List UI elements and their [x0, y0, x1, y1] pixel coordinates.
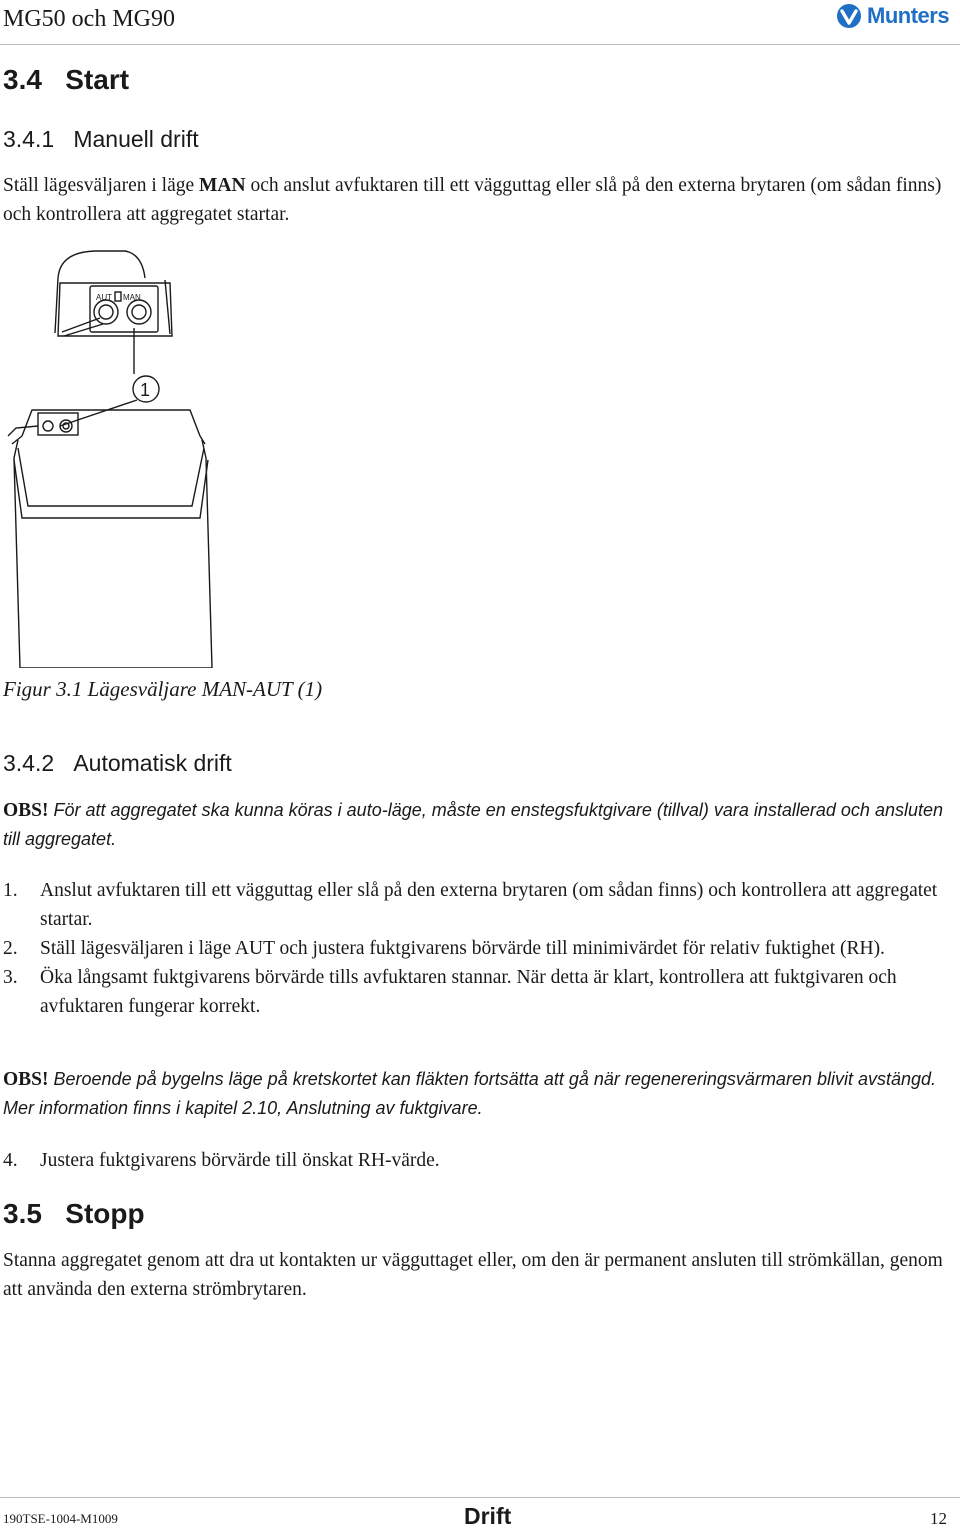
aut-label: AUT	[96, 293, 112, 302]
step-4	[3, 1146, 943, 1175]
obs-note-auto-mode	[3, 796, 943, 854]
section-number: 3.4.1	[3, 126, 55, 152]
dehumidifier-illustration	[0, 248, 215, 668]
footer-doc-code: 190TSE-1004-M1009	[3, 1511, 118, 1526]
step-text: Öka långsamt fuktgivarens börvärde tills avfuktaren stannar. När detta är klart, kontrollera att fuktgivaren och avfuktaren fungerar korrekt.	[40, 967, 897, 1017]
step-text: Ställ lägesväljaren i läge AUT och justera fuktgivarens börvärde till minimivärdet för relativ fuktighet (RH).	[40, 938, 885, 959]
section-heading-3-4-2	[3, 750, 232, 777]
figure-callout-number: 1	[140, 380, 151, 400]
section-number: 3.4	[3, 64, 42, 95]
section-title: Start	[65, 64, 130, 95]
section-title: Manuell drift	[73, 126, 199, 152]
list-item	[3, 876, 943, 934]
section-heading-3-5	[3, 1198, 145, 1230]
list-item	[3, 934, 943, 963]
figure-mode-selector	[0, 248, 215, 668]
auto-steps-list	[3, 876, 943, 1021]
header-divider	[0, 44, 960, 45]
figure-caption: Figur 3.1 Lägesväljare MAN-AUT (1)	[3, 677, 323, 701]
step-number: 1.	[3, 880, 18, 901]
step-number: 2.	[3, 938, 18, 959]
mode-man-bold: MAN	[199, 175, 246, 196]
section-number: 3.5	[3, 1198, 42, 1229]
section-heading-3-4-1	[3, 126, 199, 153]
step-text: Justera fuktgivarens börvärde till önskat RH-värde.	[40, 1150, 440, 1171]
obs-note-jumper	[3, 1065, 943, 1123]
brand-name: Munters	[867, 3, 950, 28]
obs-label: OBS!	[3, 1069, 49, 1090]
section-heading-3-4	[3, 64, 129, 96]
footer-divider	[0, 1497, 960, 1498]
document-header-title: MG50 och MG90	[3, 6, 175, 32]
obs-text: Beroende på bygelns läge på kretskortet kan fläkten fortsätta att gå när regenereringsvärmaren blivit avstängd. Mer information finns i kapitel 2.10, Anslutning av fuktgivare.	[3, 1069, 937, 1118]
section-title: Automatisk drift	[73, 750, 232, 776]
brand-logo	[836, 2, 958, 30]
obs-text: För att aggregatet ska kunna köras i auto-läge, måste en enstegsfuktgivare (tillval) vara installerad och ansluten till aggregatet.	[3, 800, 943, 849]
step-number: 3.	[3, 967, 18, 988]
footer-page-number: 12	[930, 1509, 947, 1528]
step-number: 4.	[3, 1150, 18, 1171]
section-title: Stopp	[65, 1198, 145, 1229]
stop-paragraph: Stanna aggregatet genom att dra ut kontakten ur vägguttaget eller, om den är permanent ansluten till strömkällan, genom att använda den externa strömbrytaren.	[3, 1250, 943, 1300]
man-label: MAN	[123, 293, 141, 302]
list-item	[3, 963, 943, 1021]
section-number: 3.4.2	[3, 750, 55, 776]
footer-chapter: Drift	[464, 1503, 512, 1529]
list-item	[3, 1146, 943, 1175]
obs-label: OBS!	[3, 800, 49, 821]
step-text: Anslut avfuktaren till ett vägguttag eller slå på den externa brytaren (om sådan finns) och kontrollera att aggregatet startar.	[40, 880, 938, 930]
munters-v-icon	[836, 3, 862, 29]
manual-operation-paragraph: Ställ lägesväljaren i läge MAN och anslut avfuktaren till ett vägguttag eller slå på den externa brytaren (om sådan finns) och kontrollera att aggregatet startar.	[3, 175, 942, 225]
